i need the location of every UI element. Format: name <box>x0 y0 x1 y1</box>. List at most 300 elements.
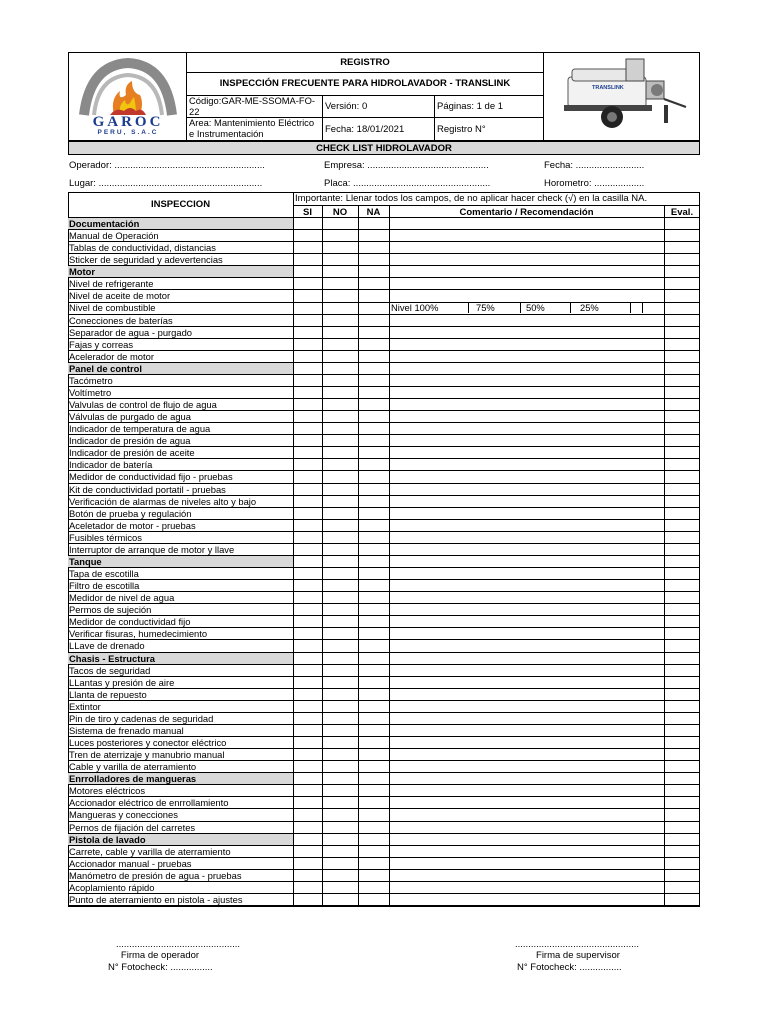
cell-na[interactable] <box>358 520 389 531</box>
cell-no[interactable] <box>322 689 358 700</box>
cell-comentario[interactable] <box>389 496 664 507</box>
cell-si[interactable] <box>293 809 322 820</box>
cell-no[interactable] <box>322 532 358 543</box>
cell-eval[interactable] <box>664 858 700 869</box>
cell-na[interactable] <box>358 713 389 724</box>
cell-na[interactable] <box>358 725 389 736</box>
cell-no[interactable] <box>322 278 358 289</box>
cell-eval[interactable] <box>664 254 700 265</box>
cell-eval[interactable] <box>664 399 700 410</box>
cell-si[interactable] <box>293 278 322 289</box>
cell-comentario[interactable] <box>389 266 664 277</box>
cell-eval[interactable] <box>664 375 700 386</box>
cell-na[interactable] <box>358 242 389 253</box>
cell-no[interactable] <box>322 604 358 615</box>
cell-comentario[interactable] <box>389 327 664 338</box>
cell-si[interactable] <box>293 254 322 265</box>
cell-no[interactable] <box>322 544 358 555</box>
cell-comentario[interactable] <box>389 677 664 688</box>
registro-label: REGISTRO <box>340 57 390 68</box>
cell-comentario[interactable] <box>389 218 664 229</box>
cell-si[interactable] <box>293 544 322 555</box>
cell-no[interactable] <box>322 797 358 808</box>
placa-field[interactable]: Placa: .................................................... <box>324 178 491 189</box>
cell-no[interactable] <box>322 640 358 651</box>
cell-eval[interactable] <box>664 834 700 845</box>
cell-na[interactable] <box>358 568 389 579</box>
cell-na[interactable] <box>358 266 389 277</box>
cell-na[interactable] <box>358 375 389 386</box>
cell-no[interactable] <box>322 315 358 326</box>
cell-eval[interactable] <box>664 556 700 567</box>
cell-comentario[interactable] <box>389 520 664 531</box>
cell-no[interactable] <box>322 375 358 386</box>
cell-no[interactable] <box>322 580 358 591</box>
cell-no[interactable] <box>322 882 358 893</box>
cell-eval[interactable] <box>664 520 700 531</box>
cell-eval[interactable] <box>664 785 700 796</box>
cell-na[interactable] <box>358 628 389 639</box>
cell-na[interactable] <box>358 496 389 507</box>
cell-na[interactable] <box>358 665 389 676</box>
cell-na[interactable] <box>358 592 389 603</box>
operador-fotocheck[interactable]: N° Fotocheck: ................ <box>108 962 213 973</box>
cell-no[interactable] <box>322 785 358 796</box>
cell-si[interactable] <box>293 496 322 507</box>
cell-comentario[interactable] <box>389 713 664 724</box>
cell-eval[interactable] <box>664 713 700 724</box>
cell-eval[interactable] <box>664 411 700 422</box>
cell-na[interactable] <box>358 411 389 422</box>
cell-si[interactable] <box>293 834 322 845</box>
cell-si[interactable] <box>293 484 322 495</box>
cell-no[interactable] <box>322 809 358 820</box>
cell-na[interactable] <box>358 363 389 374</box>
cell-no[interactable] <box>322 665 358 676</box>
cell-eval[interactable] <box>664 894 700 905</box>
supervisor-signature-line[interactable]: ............................................... <box>515 939 640 950</box>
cell-comentario[interactable] <box>389 254 664 265</box>
cell-si[interactable] <box>293 471 322 482</box>
cell-eval[interactable] <box>664 242 700 253</box>
cell-comentario[interactable] <box>389 773 664 784</box>
cell-no[interactable] <box>322 822 358 833</box>
cell-eval[interactable] <box>664 435 700 446</box>
cell-eval[interactable] <box>664 447 700 458</box>
cell-na[interactable] <box>358 580 389 591</box>
cell-comentario[interactable] <box>389 689 664 700</box>
cell-eval[interactable] <box>664 315 700 326</box>
cell-comentario[interactable] <box>389 339 664 350</box>
cell-na[interactable] <box>358 544 389 555</box>
cell-eval[interactable] <box>664 846 700 857</box>
cell-na[interactable] <box>358 894 389 905</box>
cell-eval[interactable] <box>664 568 700 579</box>
cell-si[interactable] <box>293 242 322 253</box>
cell-si[interactable] <box>293 399 322 410</box>
cell-si[interactable] <box>293 628 322 639</box>
cell-no[interactable] <box>322 242 358 253</box>
cell-eval[interactable] <box>664 351 700 362</box>
cell-na[interactable] <box>358 484 389 495</box>
cell-comentario[interactable] <box>389 387 664 398</box>
cell-na[interactable] <box>358 278 389 289</box>
cell-na[interactable] <box>358 653 389 664</box>
cell-comentario[interactable] <box>389 447 664 458</box>
cell-no[interactable] <box>322 713 358 724</box>
horometro-field[interactable]: Horometro: ................... <box>544 178 645 189</box>
cell-si[interactable] <box>293 315 322 326</box>
cell-si[interactable] <box>293 327 322 338</box>
cell-no[interactable] <box>322 508 358 519</box>
cell-eval[interactable] <box>664 604 700 615</box>
cell-comentario[interactable] <box>389 834 664 845</box>
cell-si[interactable] <box>293 858 322 869</box>
cell-si[interactable] <box>293 713 322 724</box>
cell-na[interactable] <box>358 339 389 350</box>
cell-comentario[interactable] <box>389 580 664 591</box>
cell-na[interactable] <box>358 761 389 772</box>
cell-si[interactable] <box>293 653 322 664</box>
cell-no[interactable] <box>322 339 358 350</box>
cell-na[interactable] <box>358 532 389 543</box>
cell-eval[interactable] <box>664 616 700 627</box>
cell-si[interactable] <box>293 459 322 470</box>
cell-no[interactable] <box>322 677 358 688</box>
cell-comentario[interactable] <box>389 411 664 422</box>
cell-si[interactable] <box>293 302 322 313</box>
cell-si[interactable] <box>293 532 322 543</box>
cell-si[interactable] <box>293 520 322 531</box>
cell-na[interactable] <box>358 230 389 241</box>
cell-na[interactable] <box>358 737 389 748</box>
cell-si[interactable] <box>293 435 322 446</box>
cell-no[interactable] <box>322 556 358 567</box>
cell-eval[interactable] <box>664 628 700 639</box>
cell-eval[interactable] <box>664 592 700 603</box>
cell-si[interactable] <box>293 339 322 350</box>
cell-eval[interactable] <box>664 327 700 338</box>
fuel-level-100[interactable]: Nivel 100% <box>391 302 439 314</box>
cell-eval[interactable] <box>664 339 700 350</box>
cell-comentario[interactable] <box>389 870 664 881</box>
cell-na[interactable] <box>358 254 389 265</box>
cell-eval[interactable] <box>664 363 700 374</box>
cell-si[interactable] <box>293 894 322 905</box>
cell-no[interactable] <box>322 496 358 507</box>
cell-si[interactable] <box>293 822 322 833</box>
cell-eval[interactable] <box>664 290 700 301</box>
cell-si[interactable] <box>293 351 322 362</box>
cell-eval[interactable] <box>664 459 700 470</box>
cell-comentario[interactable] <box>389 785 664 796</box>
cell-si[interactable] <box>293 640 322 651</box>
cell-na[interactable] <box>358 459 389 470</box>
cell-na[interactable] <box>358 447 389 458</box>
cell-comentario[interactable] <box>389 556 664 567</box>
cell-eval[interactable] <box>664 701 700 712</box>
cell-comentario[interactable] <box>389 242 664 253</box>
cell-si[interactable] <box>293 423 322 434</box>
cell-comentario[interactable] <box>389 604 664 615</box>
cell-no[interactable] <box>322 592 358 603</box>
cell-no[interactable] <box>322 616 358 627</box>
cell-na[interactable] <box>358 399 389 410</box>
cell-comentario[interactable] <box>389 508 664 519</box>
cell-comentario[interactable] <box>389 399 664 410</box>
cell-no[interactable] <box>322 568 358 579</box>
cell-no[interactable] <box>322 858 358 869</box>
cell-no[interactable] <box>322 327 358 338</box>
cell-si[interactable] <box>293 701 322 712</box>
cell-si[interactable] <box>293 665 322 676</box>
operador-signature-line[interactable]: ............................................... <box>116 939 241 950</box>
cell-comentario[interactable] <box>389 484 664 495</box>
cell-na[interactable] <box>358 882 389 893</box>
cell-si[interactable] <box>293 870 322 881</box>
cell-eval[interactable] <box>664 677 700 688</box>
cell-na[interactable] <box>358 809 389 820</box>
cell-si[interactable] <box>293 592 322 603</box>
cell-eval[interactable] <box>664 278 700 289</box>
cell-na[interactable] <box>358 822 389 833</box>
lugar-field[interactable]: Lugar: .............................................................. <box>69 178 263 189</box>
cell-si[interactable] <box>293 749 322 760</box>
cell-no[interactable] <box>322 266 358 277</box>
cell-comentario[interactable] <box>389 616 664 627</box>
cell-si[interactable] <box>293 785 322 796</box>
cell-na[interactable] <box>358 846 389 857</box>
cell-comentario[interactable] <box>389 471 664 482</box>
cell-no[interactable] <box>322 846 358 857</box>
cell-na[interactable] <box>358 689 389 700</box>
cell-eval[interactable] <box>664 471 700 482</box>
cell-no[interactable] <box>322 423 358 434</box>
cell-eval[interactable] <box>664 725 700 736</box>
cell-no[interactable] <box>322 484 358 495</box>
cell-eval[interactable] <box>664 653 700 664</box>
cell-comentario[interactable] <box>389 459 664 470</box>
cell-eval[interactable] <box>664 508 700 519</box>
cell-eval[interactable] <box>664 387 700 398</box>
cell-no[interactable] <box>322 773 358 784</box>
cell-no[interactable] <box>322 447 358 458</box>
cell-si[interactable] <box>293 725 322 736</box>
cell-na[interactable] <box>358 218 389 229</box>
cell-no[interactable] <box>322 471 358 482</box>
cell-comentario[interactable] <box>389 653 664 664</box>
cell-eval[interactable] <box>664 689 700 700</box>
cell-comentario[interactable] <box>389 351 664 362</box>
cell-na[interactable] <box>358 616 389 627</box>
cell-eval[interactable] <box>664 809 700 820</box>
cell-si[interactable] <box>293 568 322 579</box>
cell-si[interactable] <box>293 556 322 567</box>
cell-si[interactable] <box>293 882 322 893</box>
cell-si[interactable] <box>293 677 322 688</box>
cell-no[interactable] <box>322 218 358 229</box>
cell-eval[interactable] <box>664 640 700 651</box>
cell-comentario[interactable] <box>389 882 664 893</box>
cell-no[interactable] <box>322 302 358 313</box>
cell-comentario[interactable] <box>389 568 664 579</box>
cell-si[interactable] <box>293 411 322 422</box>
empresa-field[interactable]: Empresa: .............................................. <box>324 160 489 171</box>
cell-si[interactable] <box>293 447 322 458</box>
cell-comentario[interactable] <box>389 797 664 808</box>
fecha-field[interactable]: Fecha: .......................... <box>544 160 645 171</box>
cell-eval[interactable] <box>664 882 700 893</box>
cell-eval[interactable] <box>664 230 700 241</box>
cell-no[interactable] <box>322 737 358 748</box>
cell-no[interactable] <box>322 628 358 639</box>
cell-no[interactable] <box>322 254 358 265</box>
cell-eval[interactable] <box>664 266 700 277</box>
cell-comentario[interactable] <box>389 725 664 736</box>
cell-eval[interactable] <box>664 797 700 808</box>
cell-comentario[interactable] <box>389 809 664 820</box>
cell-comentario[interactable] <box>389 749 664 760</box>
cell-comentario[interactable] <box>389 737 664 748</box>
cell-na[interactable] <box>358 327 389 338</box>
cell-si[interactable] <box>293 797 322 808</box>
cell-na[interactable] <box>358 556 389 567</box>
cell-eval[interactable] <box>664 496 700 507</box>
cell-na[interactable] <box>358 773 389 784</box>
cell-na[interactable] <box>358 604 389 615</box>
cell-eval[interactable] <box>664 749 700 760</box>
cell-eval[interactable] <box>664 218 700 229</box>
cell-si[interactable] <box>293 508 322 519</box>
fuel-level-25[interactable]: 25% <box>580 302 599 314</box>
cell-si[interactable] <box>293 266 322 277</box>
cell-no[interactable] <box>322 435 358 446</box>
cell-no[interactable] <box>322 520 358 531</box>
cell-eval[interactable] <box>664 423 700 434</box>
cell-na[interactable] <box>358 797 389 808</box>
cell-eval[interactable] <box>664 665 700 676</box>
cell-no[interactable] <box>322 834 358 845</box>
cell-no[interactable] <box>322 870 358 881</box>
cell-si[interactable] <box>293 290 322 301</box>
cell-na[interactable] <box>358 423 389 434</box>
cell-comentario[interactable] <box>389 822 664 833</box>
cell-na[interactable] <box>358 290 389 301</box>
cell-eval[interactable] <box>664 532 700 543</box>
cell-comentario[interactable] <box>389 858 664 869</box>
cell-eval[interactable] <box>664 761 700 772</box>
cell-eval[interactable] <box>664 484 700 495</box>
cell-comentario[interactable] <box>389 701 664 712</box>
cell-na[interactable] <box>358 435 389 446</box>
cell-comentario[interactable] <box>389 640 664 651</box>
cell-na[interactable] <box>358 302 389 313</box>
cell-comentario[interactable] <box>389 435 664 446</box>
cell-comentario[interactable] <box>389 894 664 905</box>
cell-eval[interactable] <box>664 822 700 833</box>
cell-no[interactable] <box>322 725 358 736</box>
cell-si[interactable] <box>293 230 322 241</box>
cell-comentario[interactable] <box>389 278 664 289</box>
cell-no[interactable] <box>322 363 358 374</box>
cell-na[interactable] <box>358 858 389 869</box>
cell-no[interactable] <box>322 351 358 362</box>
cell-eval[interactable] <box>664 544 700 555</box>
cell-si[interactable] <box>293 616 322 627</box>
cell-eval[interactable] <box>664 737 700 748</box>
fuel-level-50[interactable]: 50% <box>526 302 545 314</box>
cell-no[interactable] <box>322 749 358 760</box>
cell-na[interactable] <box>358 834 389 845</box>
cell-no[interactable] <box>322 761 358 772</box>
table-row <box>68 496 700 508</box>
cell-comentario[interactable] <box>389 846 664 857</box>
cell-na[interactable] <box>358 508 389 519</box>
cell-si[interactable] <box>293 218 322 229</box>
cell-si[interactable] <box>293 604 322 615</box>
cell-no[interactable] <box>322 459 358 470</box>
cell-na[interactable] <box>358 677 389 688</box>
cell-si[interactable] <box>293 773 322 784</box>
cell-na[interactable] <box>358 749 389 760</box>
cell-comentario[interactable] <box>389 544 664 555</box>
cell-comentario[interactable] <box>389 423 664 434</box>
cell-no[interactable] <box>322 411 358 422</box>
cell-no[interactable] <box>322 387 358 398</box>
cell-no[interactable] <box>322 230 358 241</box>
cell-eval[interactable] <box>664 302 700 313</box>
cell-si[interactable] <box>293 846 322 857</box>
cell-eval[interactable] <box>664 870 700 881</box>
cell-comentario[interactable] <box>389 532 664 543</box>
cell-na[interactable] <box>358 315 389 326</box>
cell-comentario[interactable] <box>389 363 664 374</box>
fuel-level-75[interactable]: 75% <box>476 302 495 314</box>
cell-na[interactable] <box>358 351 389 362</box>
cell-na[interactable] <box>358 640 389 651</box>
cell-si[interactable] <box>293 375 322 386</box>
cell-comentario[interactable] <box>389 628 664 639</box>
cell-no[interactable] <box>322 894 358 905</box>
cell-comentario[interactable] <box>389 290 664 301</box>
cell-na[interactable] <box>358 785 389 796</box>
table-row <box>68 544 700 556</box>
cell-comentario[interactable] <box>389 315 664 326</box>
cell-no[interactable] <box>322 701 358 712</box>
cell-comentario[interactable] <box>389 592 664 603</box>
cell-si[interactable] <box>293 387 322 398</box>
cell-no[interactable] <box>322 290 358 301</box>
supervisor-fotocheck[interactable]: N° Fotocheck: ................ <box>517 962 622 973</box>
cell-eval[interactable] <box>664 773 700 784</box>
cell-eval[interactable] <box>664 580 700 591</box>
cell-na[interactable] <box>358 471 389 482</box>
cell-si[interactable] <box>293 363 322 374</box>
cell-si[interactable] <box>293 737 322 748</box>
cell-no[interactable] <box>322 653 358 664</box>
cell-na[interactable] <box>358 701 389 712</box>
cell-comentario[interactable] <box>389 761 664 772</box>
cell-si[interactable] <box>293 689 322 700</box>
cell-no[interactable] <box>322 399 358 410</box>
cell-comentario[interactable] <box>389 375 664 386</box>
cell-si[interactable] <box>293 580 322 591</box>
cell-comentario[interactable] <box>389 665 664 676</box>
cell-na[interactable] <box>358 870 389 881</box>
cell-comentario[interactable] <box>389 230 664 241</box>
cell-si[interactable] <box>293 761 322 772</box>
cell-na[interactable] <box>358 387 389 398</box>
